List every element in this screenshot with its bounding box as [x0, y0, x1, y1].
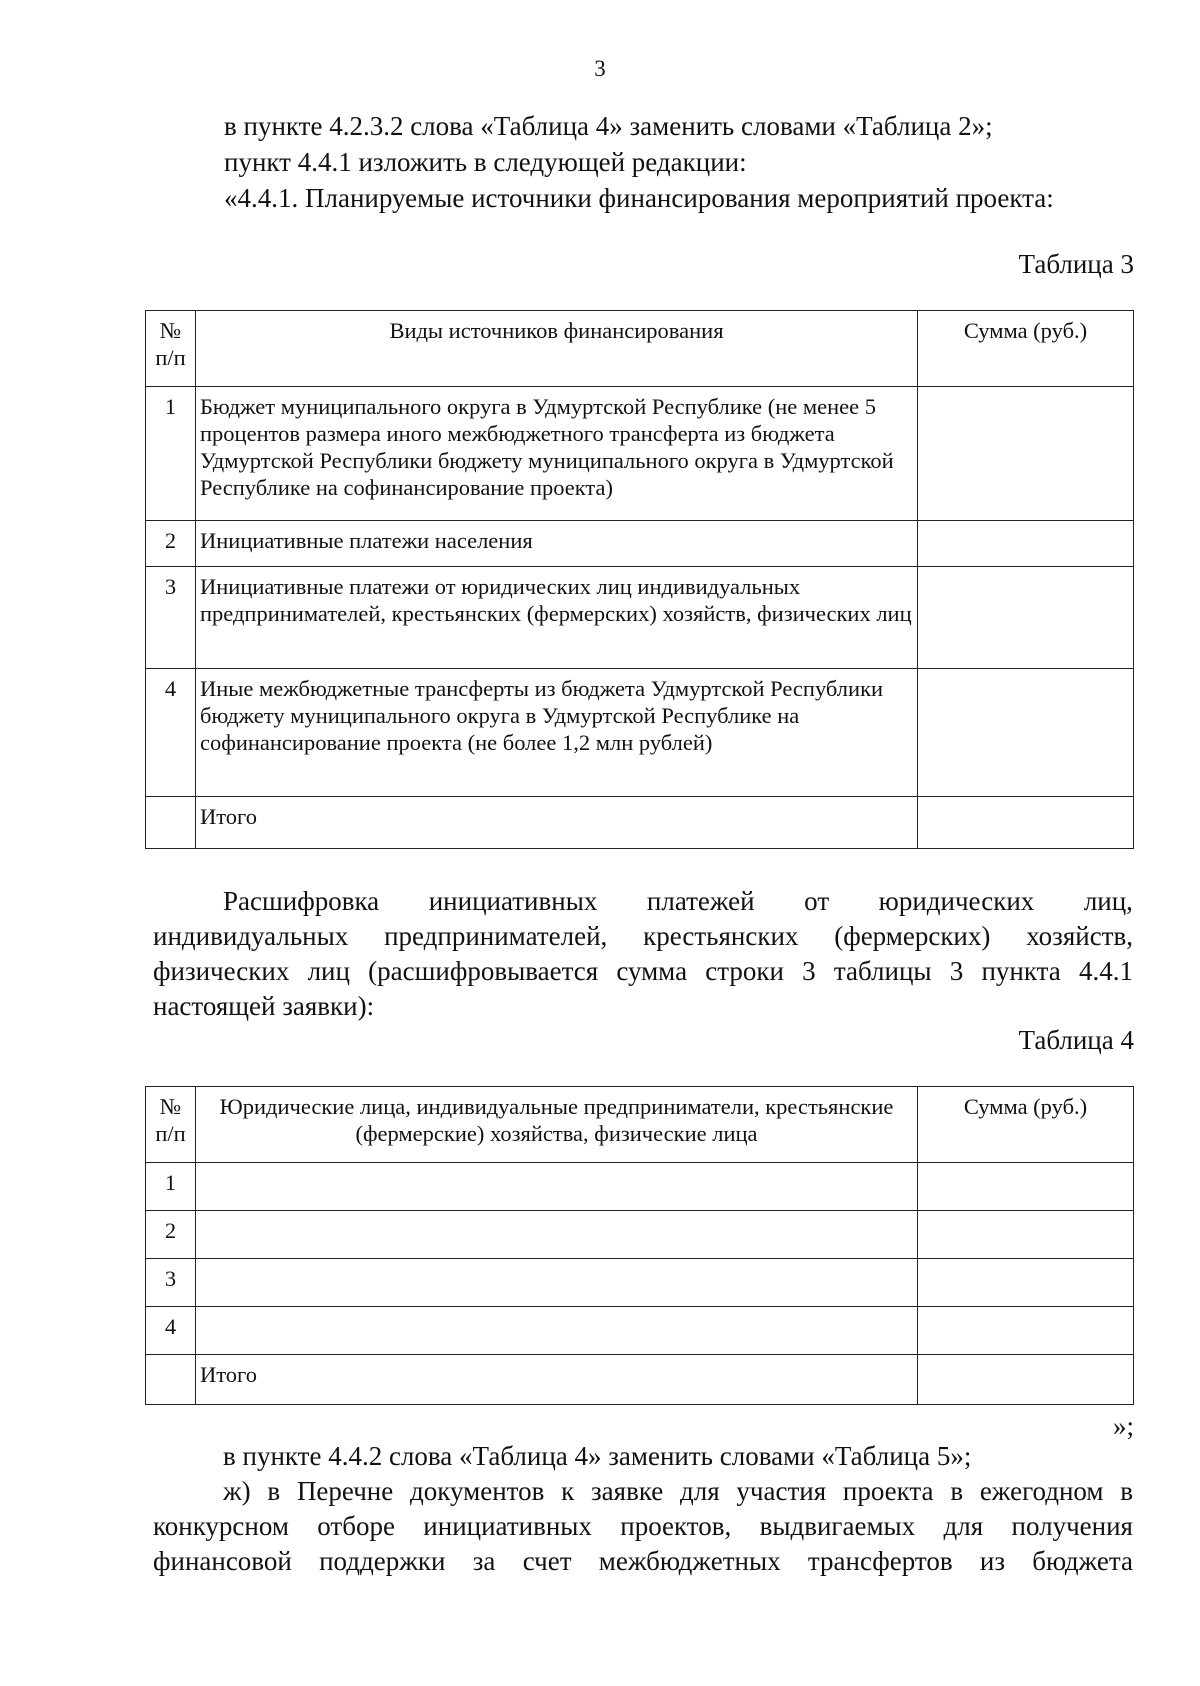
- word: (расшифровывается: [368, 956, 599, 986]
- outro-line-1: в пункте 4.4.2 слова «Таблица 4» заменить словами «Таблица 5»;: [223, 1441, 972, 1471]
- word: за: [472, 1546, 496, 1576]
- word: платежей: [646, 886, 755, 916]
- total-num-cell: [146, 1355, 196, 1405]
- word: в: [267, 1476, 281, 1506]
- word: таблицы: [833, 956, 932, 986]
- row-number: 3: [146, 1259, 196, 1307]
- word: получения: [1011, 1511, 1133, 1541]
- word: трансфертов: [807, 1546, 953, 1576]
- table-row: [146, 669, 1134, 797]
- word: (фермерских): [834, 921, 991, 951]
- word: проектов,: [620, 1511, 732, 1541]
- word: инициативных: [428, 886, 598, 916]
- word: 4.4.1: [1078, 956, 1133, 986]
- row-number: 3: [146, 567, 196, 669]
- row-text: Иные межбюджетные трансферты из бюджета Удмуртской Республики бюджету муниципального округа в Удмуртской Республике на софинансирование проекта (не более 1,2 млн рублей): [196, 669, 918, 797]
- table-row: [146, 1307, 1134, 1355]
- word: в: [950, 1476, 964, 1506]
- table-4: [145, 1086, 1134, 1405]
- table-3-label: Таблица 3: [1018, 249, 1134, 279]
- word: строки: [705, 956, 784, 986]
- total-label: Итого: [196, 797, 918, 849]
- total-num-cell: [146, 797, 196, 849]
- decode-line-1: [223, 885, 1133, 917]
- row-sum: [918, 1163, 1134, 1211]
- word: отборе: [317, 1511, 395, 1541]
- word: выдвигаемых: [759, 1511, 916, 1541]
- outro-line-4: [153, 1545, 1133, 1577]
- row-number: 1: [146, 387, 196, 521]
- table-row: [146, 567, 1134, 669]
- word: межбюджетных: [598, 1546, 781, 1576]
- word: крестьянских: [643, 921, 799, 951]
- row-number: 2: [146, 1211, 196, 1259]
- row-number: 4: [146, 1307, 196, 1355]
- page-number: 3: [594, 56, 606, 81]
- row-text: [196, 1211, 918, 1259]
- row-sum: [918, 669, 1134, 797]
- row-text: [196, 1163, 918, 1211]
- row-text: Инициативные платежи от юридических лиц индивидуальных предпринимателей, крестьянских (фермерских) хозяйств, физических лиц: [196, 567, 918, 669]
- table-3-header-type: Виды источников финансирования: [196, 311, 918, 387]
- word: ежегодном: [979, 1476, 1104, 1506]
- table-row: [146, 1211, 1134, 1259]
- word: лиц: [307, 956, 350, 986]
- intro-line-1: в пункте 4.2.3.2 слова «Таблица 4» заменить словами «Таблица 2»;: [224, 111, 993, 141]
- word: индивидуальных: [153, 921, 349, 951]
- table-4-header-type: Юридические лица, индивидуальные предприниматели, крестьянские (фермерские) хозяйства, физические лица: [196, 1087, 918, 1163]
- word: ж): [223, 1476, 251, 1506]
- row-text: Бюджет муниципального округа в Удмуртской Республике (не менее 5 процентов размера иного межбюджетного трансферта из бюджета Удмуртской Республики бюджету муниципального округа в Удмуртской Республике на софинансирование проекта): [196, 387, 918, 521]
- row-sum: [918, 1259, 1134, 1307]
- word: от: [804, 886, 830, 916]
- word: Перечне: [296, 1476, 394, 1506]
- total-sum-cell: [918, 797, 1134, 849]
- intro-line-2: пункт 4.4.1 изложить в следующей редакции:: [224, 147, 747, 177]
- word: финансовой: [153, 1546, 292, 1576]
- word: 3: [802, 956, 816, 986]
- row-sum: [918, 567, 1134, 669]
- table-row: [146, 521, 1134, 567]
- word: 3: [949, 956, 964, 986]
- row-text: [196, 1307, 918, 1355]
- word: счет: [522, 1546, 572, 1576]
- word: конкурсном: [153, 1511, 289, 1541]
- table-row: [146, 1259, 1134, 1307]
- decode-line-2: [153, 920, 1133, 952]
- outro-line-3: [153, 1510, 1133, 1542]
- table-3-header-row: [146, 311, 1134, 387]
- decode-line-4: настоящей заявки):: [153, 991, 375, 1021]
- word: к: [561, 1476, 575, 1506]
- row-number: 4: [146, 669, 196, 797]
- word: участия: [736, 1476, 827, 1506]
- table-4-header-num: № п/п: [146, 1087, 196, 1163]
- row-sum: [918, 1307, 1134, 1355]
- row-sum: [918, 1211, 1134, 1259]
- intro-line-3: «4.4.1. Планируемые источники финансирования мероприятий проекта:: [224, 183, 1054, 213]
- table-4-header-sum: Сумма (руб.): [918, 1087, 1134, 1163]
- word: предпринимателей,: [384, 921, 608, 951]
- word: из: [979, 1546, 1005, 1576]
- word: проекта: [842, 1476, 934, 1506]
- table-4-label: Таблица 4: [1018, 1025, 1134, 1055]
- row-sum: [918, 521, 1134, 567]
- table-3-header-sum: Сумма (руб.): [918, 311, 1134, 387]
- word: Расшифровка: [223, 886, 380, 916]
- closing-quote: »;: [1112, 1411, 1134, 1441]
- total-sum-cell: [918, 1355, 1134, 1405]
- row-number: 2: [146, 521, 196, 567]
- table-3-header-num: № п/п: [146, 311, 196, 387]
- word: для: [680, 1476, 720, 1506]
- word: для: [943, 1511, 984, 1541]
- decode-line-3: [153, 955, 1133, 987]
- row-text: Инициативные платежи населения: [196, 521, 918, 567]
- table-3: [145, 310, 1134, 849]
- word: документов: [410, 1476, 545, 1506]
- table-row: [146, 1163, 1134, 1211]
- total-label: Итого: [196, 1355, 918, 1405]
- word: хозяйств,: [1026, 921, 1133, 951]
- word: заявке: [591, 1476, 664, 1506]
- table-total-row: [146, 1355, 1134, 1405]
- outro-line-2: [223, 1475, 1133, 1507]
- word: физических: [153, 956, 290, 986]
- word: пункта: [981, 956, 1061, 986]
- table-row: [146, 387, 1134, 521]
- word: в: [1120, 1476, 1133, 1506]
- row-sum: [918, 387, 1134, 521]
- word: бюджета: [1032, 1546, 1133, 1576]
- word: сумма: [616, 956, 688, 986]
- table-total-row: [146, 797, 1134, 849]
- table-4-header-row: [146, 1087, 1134, 1163]
- word: инициативных: [423, 1511, 592, 1541]
- word: лиц,: [1083, 886, 1133, 916]
- word: поддержки: [319, 1546, 446, 1576]
- word: юридических: [878, 886, 1035, 916]
- row-number: 1: [146, 1163, 196, 1211]
- row-text: [196, 1259, 918, 1307]
